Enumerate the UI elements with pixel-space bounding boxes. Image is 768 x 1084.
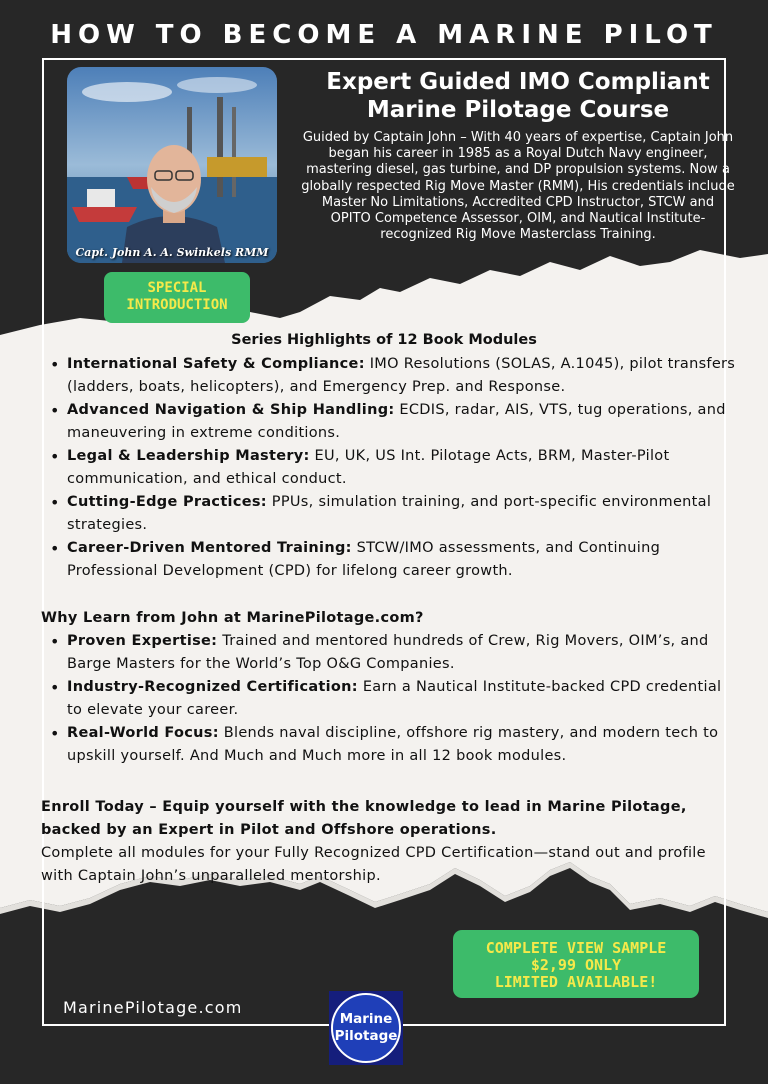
special-badge-line1: SPECIAL [147,280,207,296]
highlight-title: Cutting-Edge Practices: [67,494,267,510]
sample-cta-button[interactable] [453,930,699,998]
why-item [50,722,740,768]
logo-line2: Pilotage [334,1028,398,1044]
why-text: Blends naval discipline, offshore rig mastery, and modern tech to upskill yourself. And Much and Much more in all 12 book modules. [67,725,719,764]
photo-caption: Capt. John A. A. Swinkels RMM [75,246,269,259]
cta-line3: LIMITED AVAILABLE! [494,973,658,991]
highlight-text: IMO Resolutions (SOLAS, A.1045), pilot transfers (ladders, boats, helicopters), and Emergency Prep. and Response. [67,356,736,395]
highlight-text: ECDIS, radar, AIS, VTS, tug operations, and maneuvering in extreme conditions. [67,402,726,441]
special-introduction-badge [104,272,250,323]
why-title: Real-World Focus: [67,725,219,741]
highlight-title: Career-Driven Mentored Training: [67,540,352,556]
course-title-line1: Expert Guided IMO Compliant [326,69,710,95]
website-link[interactable]: MarinePilotage.com [63,998,243,1017]
captain-photo [67,67,277,263]
enroll-headline: Enroll Today – Equip yourself with the knowledge to lead in Marine Pilotage, backed by an Expert in Pilot and Offshore operations. [41,799,687,838]
highlight-item [50,445,740,491]
why-heading: Why Learn from John at MarinePilotage.com? [41,610,424,626]
why-title: Industry-Recognized Certification: [67,679,358,695]
page-title: HOW TO BECOME A MARINE PILOT [50,20,718,50]
special-badge-line2: INTRODUCTION [126,297,228,313]
highlight-text: STCW/IMO assessments, and Continuing Professional Development (CPD) for lifelong career growth. [67,540,661,579]
course-title-line2: Marine Pilotage Course [366,97,670,123]
highlight-text: EU, UK, US Int. Pilotage Acts, BRM, Master-Pilot communication, and ethical conduct. [67,448,670,487]
highlight-item [50,491,740,537]
why-item [50,630,740,676]
highlights-heading: Series Highlights of 12 Book Modules [231,332,537,348]
why-text: Trained and mentored hundreds of Crew, Rig Movers, OIM’s, and Barge Masters for the World’s Top O&G Companies. [67,633,709,672]
marine-pilotage-logo [329,991,403,1065]
course-description: Guided by Captain John – With 40 years of expertise, Captain John began his career in 1985 as a Royal Dutch Navy engineer, mastering diesel, gas turbine, and DP propulsion systems. Now a globally respected Rig Move Master (RMM), His credentials include Master No Limitations, Accredited CPD Instructor, STCW and OPITO Competence Assessor, OIM, and Nautical Institute-recognized Rig Move Masterclass Training. [301,130,735,243]
cta-line2: $2,99 ONLY [530,956,622,974]
highlight-item [50,537,740,583]
photo-illustration [67,67,277,263]
enroll-paragraph [41,796,731,888]
why-text: Earn a Nautical Institute-backed CPD credential to elevate your career. [67,679,722,718]
highlight-item [50,399,740,445]
highlight-text: PPUs, simulation training, and port-specific environmental strategies. [67,494,712,533]
enroll-body: Complete all modules for your Fully Recognized CPD Certification—stand out and profile with Captain John’s unparalleled mentorship. [41,845,706,884]
why-title: Proven Expertise: [67,633,218,649]
highlights-list [50,353,740,583]
highlight-title: International Safety & Compliance: [67,356,365,372]
logo-circle [331,993,401,1063]
highlight-item [50,353,740,399]
course-title [302,68,734,124]
cta-line1: COMPLETE VIEW SAMPLE [485,939,667,957]
highlight-title: Advanced Navigation & Ship Handling: [67,402,395,418]
why-list [50,630,740,768]
why-item [50,676,740,722]
logo-line1: Marine [339,1011,393,1027]
highlight-title: Legal & Leadership Mastery: [67,448,310,464]
